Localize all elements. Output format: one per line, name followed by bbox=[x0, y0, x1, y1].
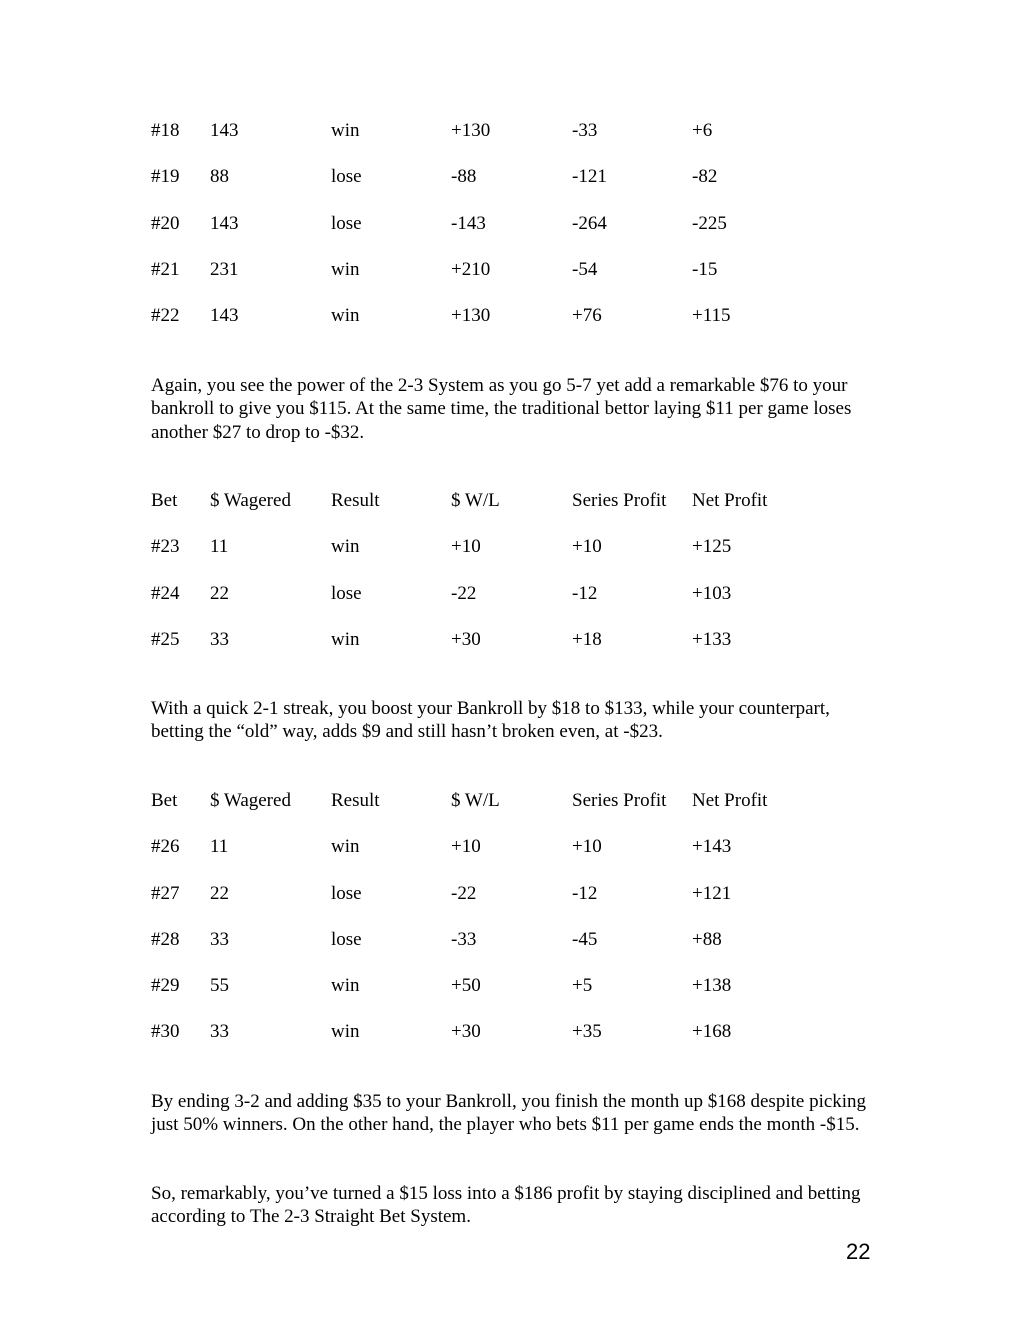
wl-cell: +30 bbox=[451, 1021, 481, 1043]
wagered-cell: 11 bbox=[210, 536, 229, 558]
table-header-row bbox=[151, 789, 871, 835]
wagered-cell: 22 bbox=[210, 882, 229, 904]
net-profit-cell: +138 bbox=[692, 975, 732, 997]
page-number: 22 bbox=[846, 1239, 871, 1264]
column-header: $ Wagered bbox=[210, 490, 291, 511]
series-profit-cell: +10 bbox=[572, 536, 602, 558]
result-cell: win bbox=[331, 536, 360, 558]
result-cell: lose bbox=[331, 212, 362, 234]
result-cell: lose bbox=[331, 928, 362, 950]
table-row bbox=[151, 582, 871, 628]
table-row bbox=[151, 119, 871, 165]
paragraph: By ending 3-2 and adding $35 to your Bankroll, you finish the month up $168 despite picking just 50% winners. On the other hand, the player who bets $11 per game ends the month -$15. bbox=[151, 1091, 867, 1136]
wl-cell: -88 bbox=[451, 166, 477, 188]
wl-cell: -22 bbox=[451, 582, 477, 604]
column-header: Result bbox=[331, 790, 380, 811]
net-profit-cell: +88 bbox=[692, 928, 722, 950]
column-header: Series Profit bbox=[572, 790, 667, 811]
series-profit-cell: +18 bbox=[572, 628, 602, 650]
table-row bbox=[151, 212, 871, 258]
bet-cell: #22 bbox=[151, 305, 180, 327]
series-profit-cell: +35 bbox=[572, 1021, 602, 1043]
wl-cell: +10 bbox=[451, 536, 481, 558]
column-header: Net Profit bbox=[692, 490, 768, 511]
net-profit-cell: +121 bbox=[692, 882, 732, 904]
bet-cell: #27 bbox=[151, 882, 180, 904]
wl-cell: +10 bbox=[451, 836, 481, 858]
table-row bbox=[151, 628, 871, 674]
net-profit-cell: -15 bbox=[692, 258, 718, 280]
bet-cell: #24 bbox=[151, 582, 180, 604]
net-profit-cell: -225 bbox=[692, 212, 727, 234]
bet-cell: #18 bbox=[151, 120, 180, 141]
bet-table-1 bbox=[151, 119, 871, 350]
result-cell: lose bbox=[331, 166, 362, 188]
series-profit-cell: +10 bbox=[572, 836, 602, 858]
paragraph: With a quick 2-1 streak, you boost your Bankroll by $18 to $133, while your counterpart, betting the “old” way, adds $9 and still hasn’t broken even, at -$23. bbox=[151, 698, 830, 743]
table-row bbox=[151, 928, 871, 974]
table-row bbox=[151, 304, 871, 350]
table-row bbox=[151, 535, 871, 581]
series-profit-cell: -121 bbox=[572, 166, 607, 188]
bet-cell: #23 bbox=[151, 536, 180, 558]
series-profit-cell: +76 bbox=[572, 305, 602, 327]
series-profit-cell: -12 bbox=[572, 582, 598, 604]
paragraph: Again, you see the power of the 2-3 System as you go 5-7 yet add a remarkable $76 to your bankroll to give you $115. At the same time, the traditional bettor laying $11 per game loses another $27 to drop to -$32. bbox=[151, 375, 852, 443]
bet-table-2 bbox=[151, 489, 871, 674]
wl-cell: +30 bbox=[451, 628, 481, 650]
wagered-cell: 55 bbox=[210, 975, 229, 997]
result-cell: win bbox=[331, 305, 360, 327]
result-cell: lose bbox=[331, 882, 362, 904]
result-cell: win bbox=[331, 258, 360, 280]
column-header: Bet bbox=[151, 490, 178, 511]
net-profit-cell: +125 bbox=[692, 536, 732, 558]
table-row bbox=[151, 974, 871, 1020]
column-header: $ W/L bbox=[451, 490, 500, 511]
wagered-cell: 231 bbox=[210, 258, 239, 280]
net-profit-cell: +133 bbox=[692, 628, 732, 650]
series-profit-cell: -12 bbox=[572, 882, 598, 904]
result-cell: lose bbox=[331, 582, 362, 604]
column-header: Net Profit bbox=[692, 790, 768, 811]
result-cell: win bbox=[331, 120, 360, 141]
wl-cell: +50 bbox=[451, 975, 481, 997]
column-header: Series Profit bbox=[572, 490, 667, 511]
wagered-cell: 88 bbox=[210, 166, 229, 188]
net-profit-cell: +115 bbox=[692, 305, 731, 327]
column-header: Bet bbox=[151, 790, 178, 811]
column-header: Result bbox=[331, 490, 380, 511]
net-profit-cell: +6 bbox=[692, 120, 713, 141]
wagered-cell: 33 bbox=[210, 628, 229, 650]
column-header: $ Wagered bbox=[210, 790, 291, 811]
wagered-cell: 33 bbox=[210, 928, 229, 950]
bet-cell: #29 bbox=[151, 975, 180, 997]
bet-table-3 bbox=[151, 789, 871, 1067]
wl-cell: +130 bbox=[451, 120, 491, 141]
net-profit-cell: +143 bbox=[692, 836, 732, 858]
series-profit-cell: -33 bbox=[572, 120, 598, 141]
bet-cell: #30 bbox=[151, 1021, 180, 1043]
wl-cell: +130 bbox=[451, 305, 491, 327]
wagered-cell: 143 bbox=[210, 305, 239, 327]
result-cell: win bbox=[331, 1021, 360, 1043]
net-profit-cell: +168 bbox=[692, 1021, 732, 1043]
bet-cell: #21 bbox=[151, 258, 180, 280]
bet-cell: #26 bbox=[151, 836, 180, 858]
table-row bbox=[151, 1020, 871, 1066]
net-profit-cell: +103 bbox=[692, 582, 732, 604]
bet-cell: #19 bbox=[151, 166, 180, 188]
wl-cell: -33 bbox=[451, 928, 477, 950]
wagered-cell: 33 bbox=[210, 1021, 229, 1043]
table-row bbox=[151, 165, 871, 211]
series-profit-cell: -264 bbox=[572, 212, 607, 234]
table-row bbox=[151, 882, 871, 928]
table-row bbox=[151, 835, 871, 881]
paragraph: So, remarkably, you’ve turned a $15 loss into a $186 profit by staying disciplined and betting according to The 2-3 Straight Bet System. bbox=[151, 1183, 861, 1228]
wagered-cell: 143 bbox=[210, 212, 239, 234]
bet-cell: #25 bbox=[151, 628, 180, 650]
wagered-cell: 143 bbox=[210, 120, 239, 141]
result-cell: win bbox=[331, 836, 360, 858]
wagered-cell: 11 bbox=[210, 836, 229, 858]
wl-cell: +210 bbox=[451, 258, 491, 280]
wl-cell: -22 bbox=[451, 882, 477, 904]
column-header: $ W/L bbox=[451, 790, 500, 811]
wagered-cell: 22 bbox=[210, 582, 229, 604]
result-cell: win bbox=[331, 628, 360, 650]
bet-cell: #20 bbox=[151, 212, 180, 234]
bet-cell: #28 bbox=[151, 928, 180, 950]
series-profit-cell: -54 bbox=[572, 258, 598, 280]
table-header-row bbox=[151, 489, 871, 535]
wl-cell: -143 bbox=[451, 212, 486, 234]
series-profit-cell: -45 bbox=[572, 928, 598, 950]
result-cell: win bbox=[331, 975, 360, 997]
net-profit-cell: -82 bbox=[692, 166, 718, 188]
series-profit-cell: +5 bbox=[572, 975, 593, 997]
table-row bbox=[151, 258, 871, 304]
